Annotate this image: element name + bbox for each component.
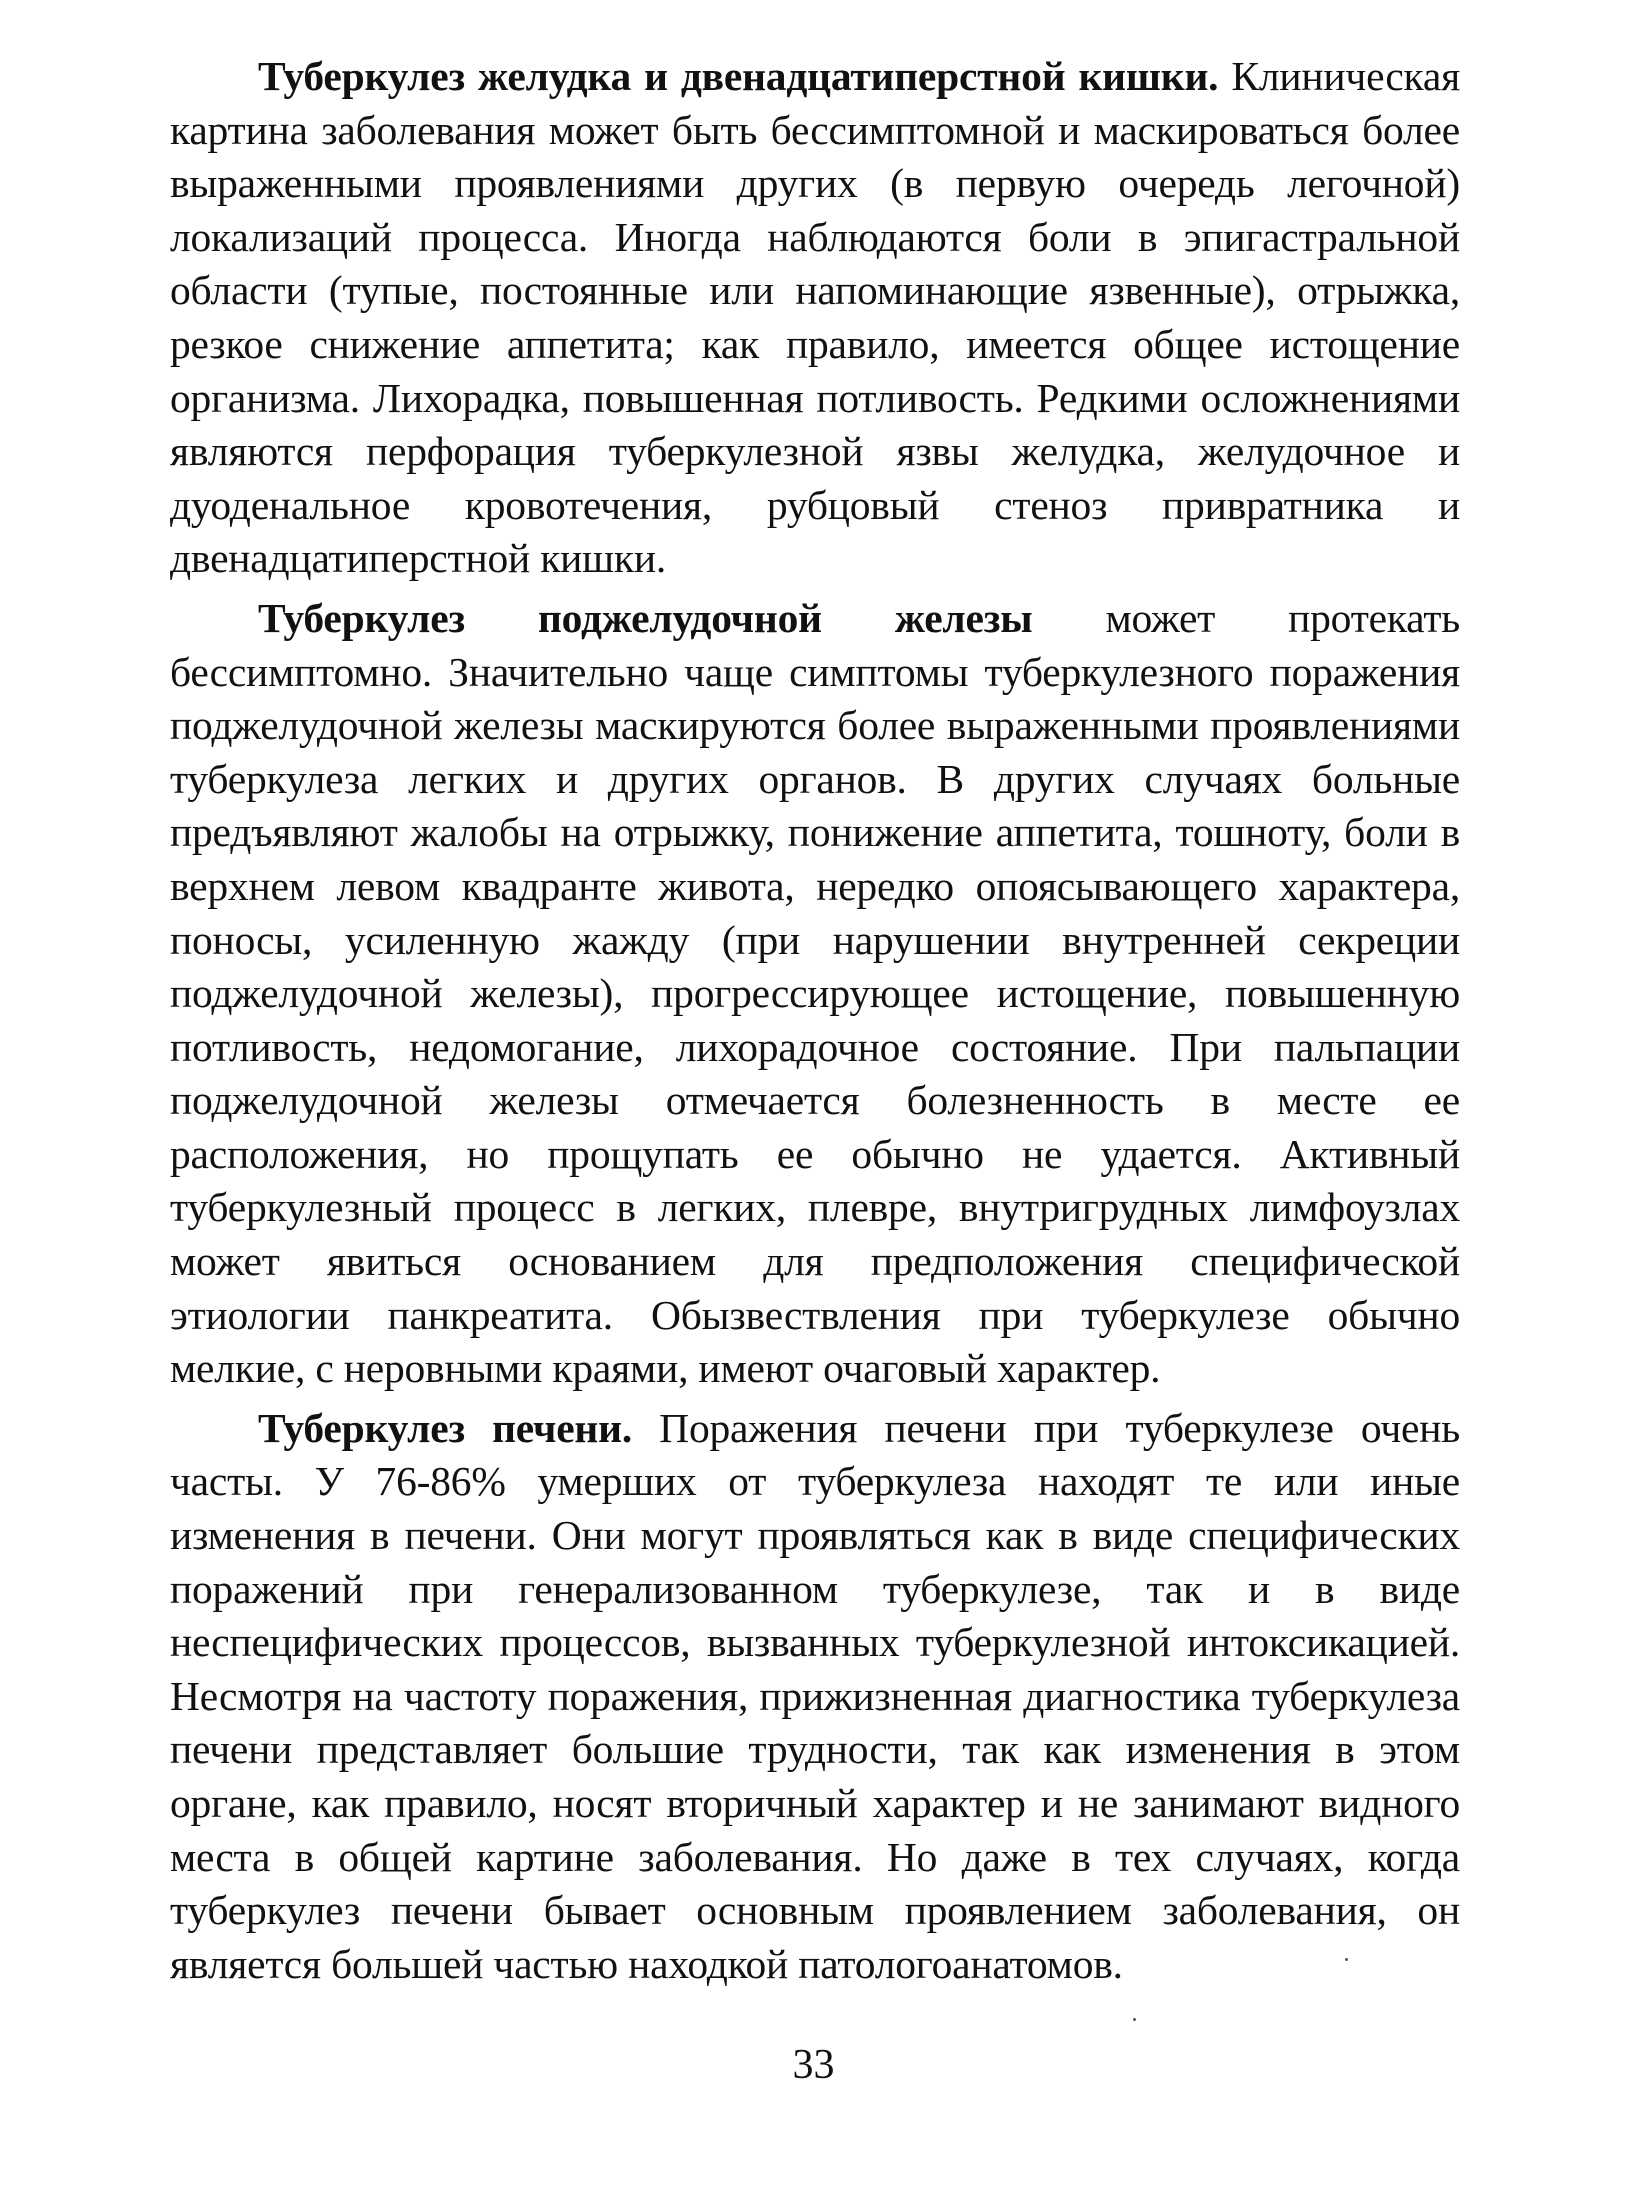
paragraph-pancreas: [170, 592, 1460, 1396]
paragraph-heading: Туберкулез желудка и двенадцатиперстной кишки.: [258, 53, 1219, 99]
paragraph-text: Поражения печени при туберкулезе очень часты. У 76-86% умерших от туберкулеза находят те или иные изменения в печени. Они могут проявляться как в виде специфических поражений при генерализованном туберкулезе, так и в виде неспецифических процессов, вызванных туберкулезной интоксикацией. Несмотря на частоту поражения, прижизненная диагностика туберкулеза печени представляет большие трудности, так как изменения в этом органе, как правило, носят вторичный характер и не занимают видного места в общей картине заболевания. Но даже в тех случаях, когда туберкулез печени бывает основным проявлением заболевания, он является большей частью находкой патологоанатомов.: [170, 1404, 1460, 1987]
paragraph-heading: Туберкулез поджелудочной железы: [258, 594, 1033, 641]
paragraph-liver: [170, 1402, 1460, 1992]
scan-speck: [1133, 2018, 1136, 2021]
page-number: 33: [792, 2042, 835, 2088]
paragraph-text: может протекать бессимптомно. Значительно чаще симптомы туберкулезного поражения поджелудочной железы маскируются более выраженными проявлениями туберкулеза легких и других органов. В других случаях больные предъявляют жалобы на отрыжку, понижение аппетита, тошноту, боли в верхнем левом квадранте живота, нередко опоясывающего характера, поносы, усиленную жажду (при нарушении внутренней секреции поджелудочной железы), прогрессирующее истощение, повышенную потливость, недомогание, лихорадочное состояние. При пальпации поджелудочной железы отмечается болезненность в месте ее расположения, но прощупать ее обычно не удается. Активный туберкулезный процесс в легких, плевре, внутригрудных лимфоузлах может явиться основанием для предположения специфической этиологии панкреатита. Обызвествления при туберкулезе обычно мелкие, с неровными краями, имеют очаговый характер.: [170, 594, 1460, 1392]
paragraph-heading: Туберкулез печени.: [258, 1404, 633, 1451]
page-body: [170, 50, 1460, 1997]
paragraph-text: Клиническая картина заболевания может быть бессимптомной и маскироваться более выраженными проявлениями других (в первую очередь легочной) локализаций процесса. Иногда наблюдаются боли в эпигастральной области (тупые, постоянные или напоминающие язвенные), отрыжка, резкое снижение аппетита; как правило, имеется общее истощение организма. Лихорадка, повышенная потливость. Редкими осложнениями являются перфорация туберкулезной язвы желудка, желудочное и дуоденальное кровотечения, рубцовый стеноз привратника и двенадцатиперстной кишки.: [170, 53, 1460, 582]
scan-speck: [1345, 1958, 1348, 1961]
paragraph-stomach-duodenum: [170, 50, 1460, 586]
